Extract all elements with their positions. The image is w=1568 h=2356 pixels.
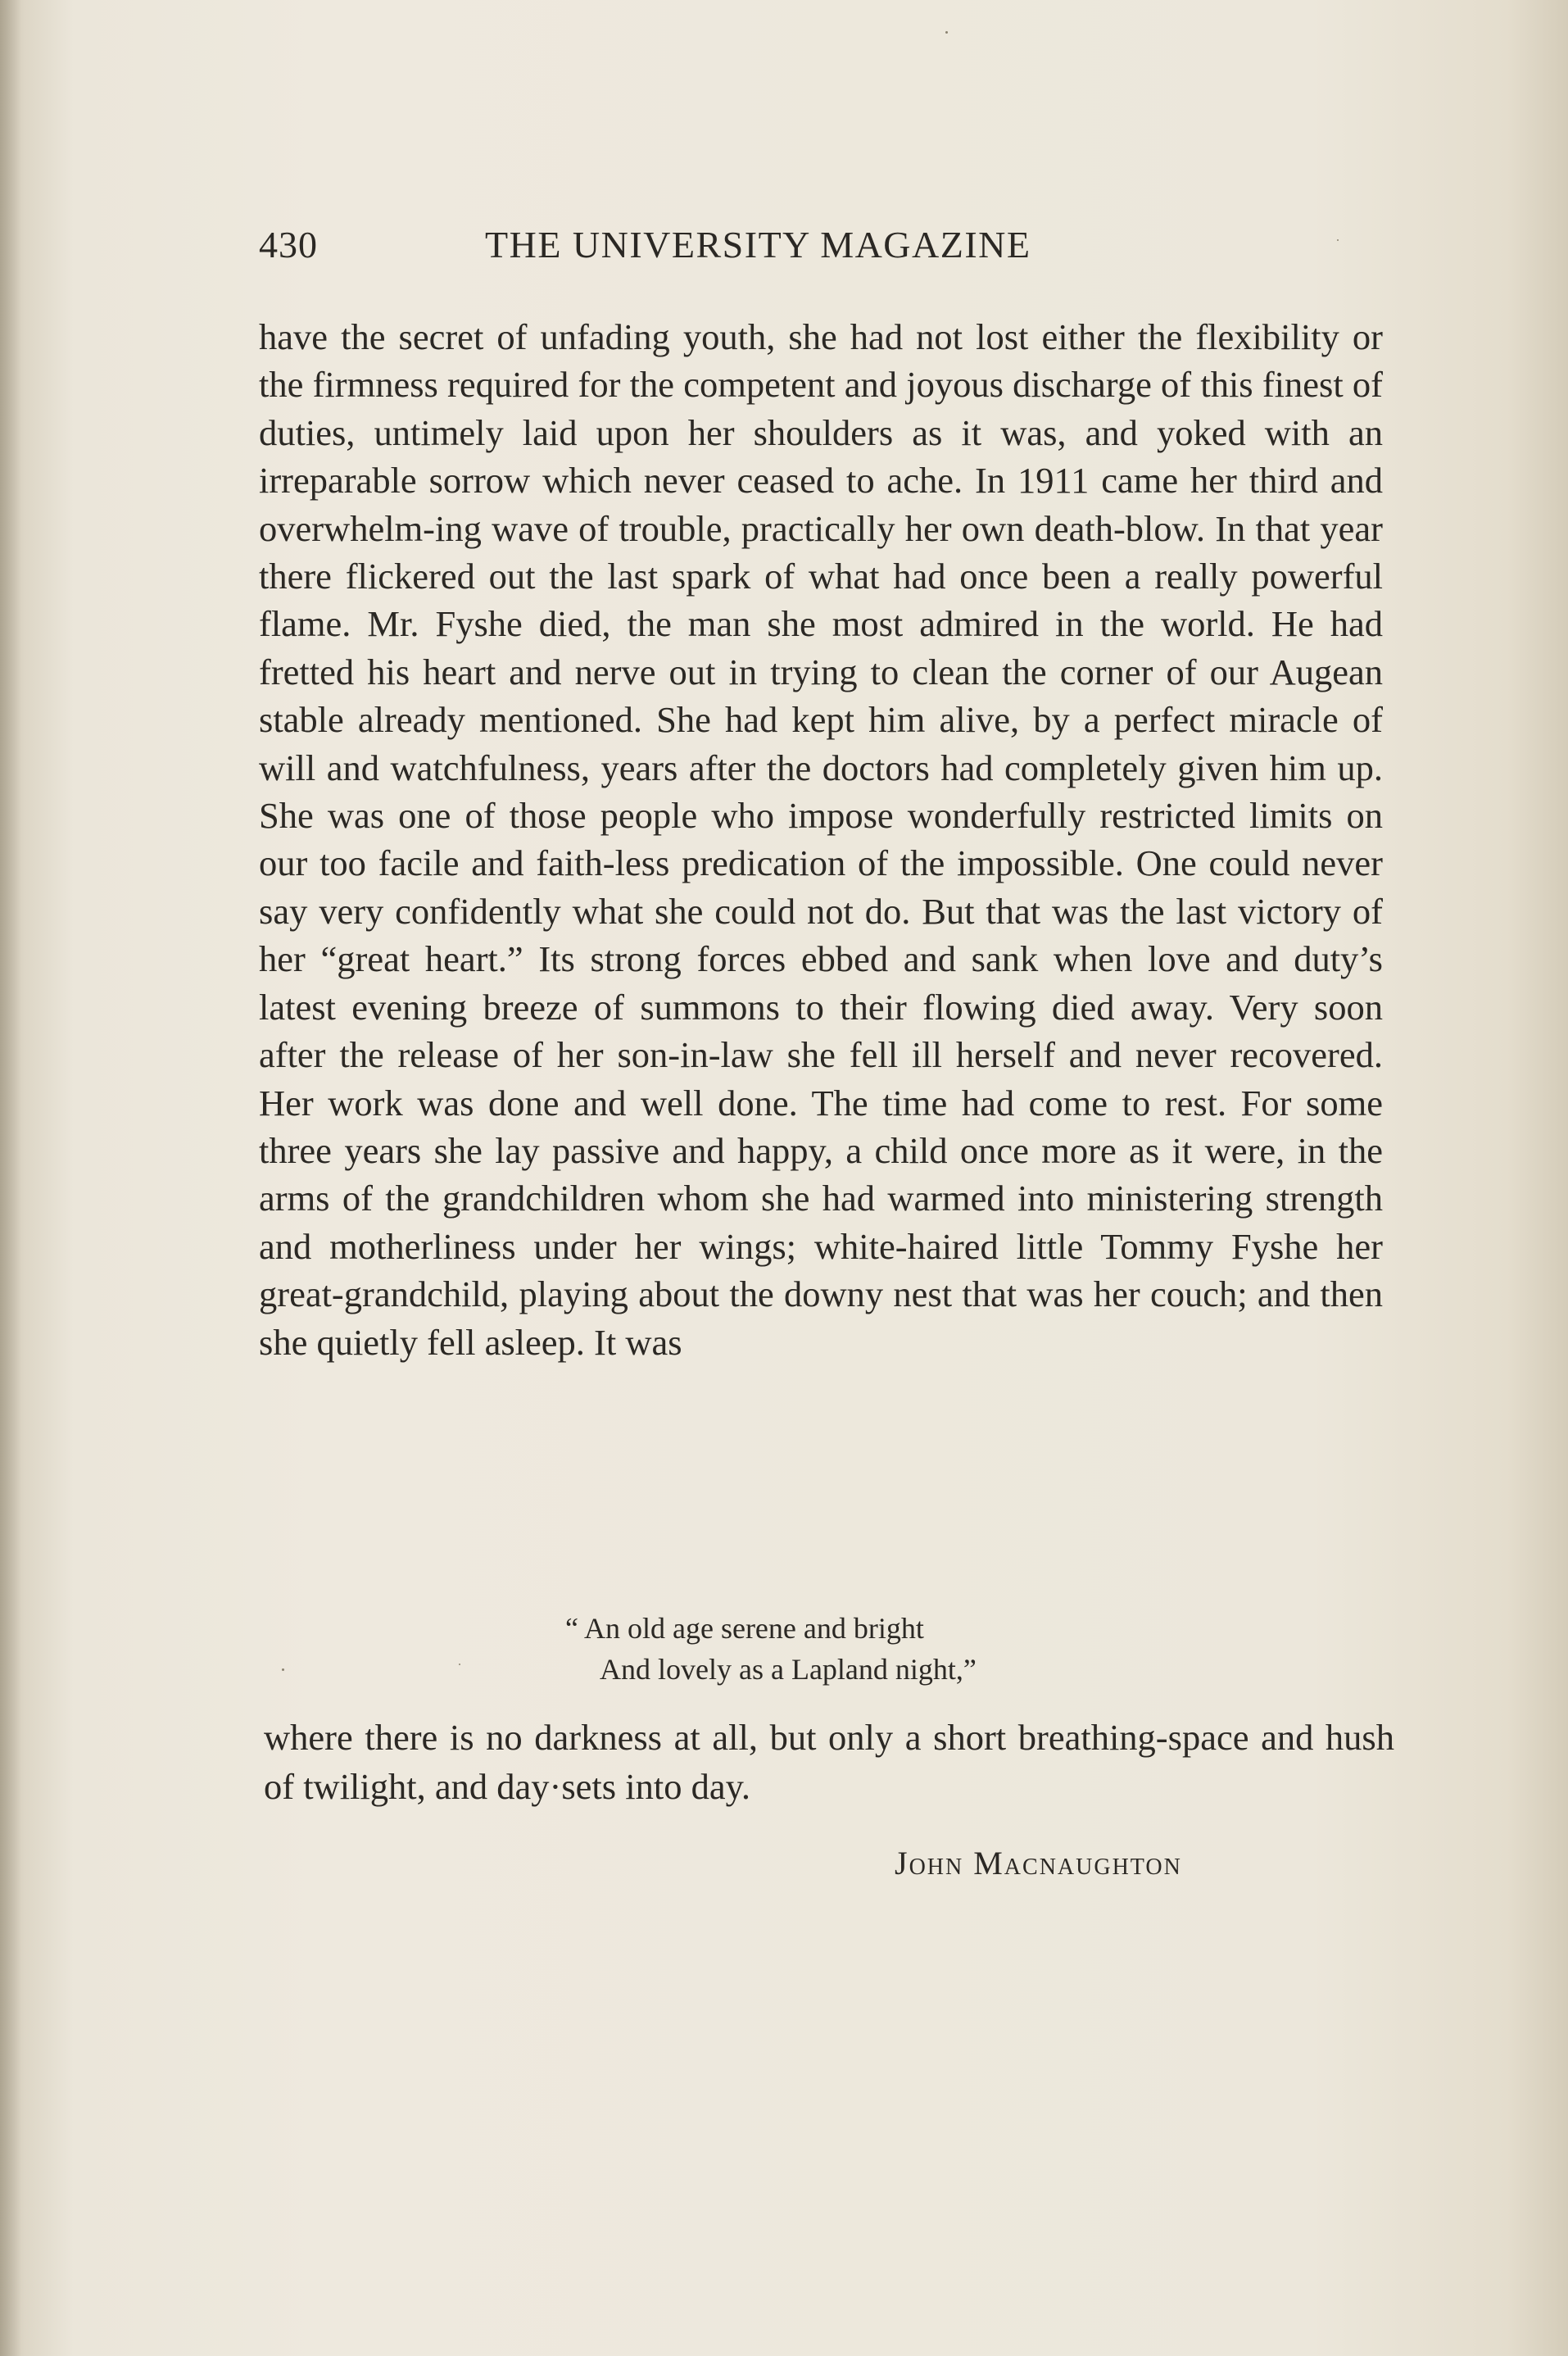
verse-line-2: And lovely as a Lapland night,” xyxy=(600,1653,977,1686)
verse-line-1: “ An old age serene and bright xyxy=(565,1612,924,1645)
page-header xyxy=(259,223,1135,272)
spine-shadow xyxy=(0,0,21,2356)
running-title: THE UNIVERSITY MAGAZINE xyxy=(485,224,1031,266)
continuation-paragraph: where there is no darkness at all, but only a short breathing-space and hush of twilight, and day·sets into day. xyxy=(264,1717,1394,1807)
page-number: 430 xyxy=(259,224,318,266)
paper-speck xyxy=(945,31,948,34)
body-paragraph: have the secret of unfading youth, she had not lost either the flexibility or the firmness required for the competent and joyous discharge of this finest of duties, untimely laid upon her shoulders as it was, and yoked with an irreparable sorrow which never ceased to ache. In 1911 came her third and overwhelm-ing wave of trouble, practically her own death-blow. In that year there flickered out the last spark of what had once been a really powerful flame. Mr. Fyshe died, the man she most admired in the world. He had fretted his heart and nerve out in trying to clean the corner of our Augean stable already mentioned. She had kept him alive, by a perfect miracle of will and watchfulness, years after the doctors had completely given him up. She was one of those people who impose wonderfully restricted limits on our too facile and faith-less predication of the impossible. One could never say very confidently what she could not do. But that was the last victory of her “great heart.” Its strong forces ebbed and sank when love and duty’s latest evening breeze of summons to their flowing died away. Very soon after the release of her son-in-law she fell ill herself and never recovered. Her work was done and well done. The time had come to rest. For some three years she lay passive and happy, a child once more as it were, in the arms of the grandchildren whom she had warmed into ministering strength and motherliness under her wings; white-haired little Tommy Fyshe her great-grandchild, playing about the downy nest that was her couch; and then she quietly fell asleep. It was xyxy=(259,316,1383,1363)
paper-speck xyxy=(282,1668,284,1671)
author-signature: John Macnaughton xyxy=(895,1845,1182,1882)
verse-quotation xyxy=(565,1608,977,1690)
paper-speck xyxy=(1337,239,1339,241)
paper-speck xyxy=(459,1664,460,1665)
